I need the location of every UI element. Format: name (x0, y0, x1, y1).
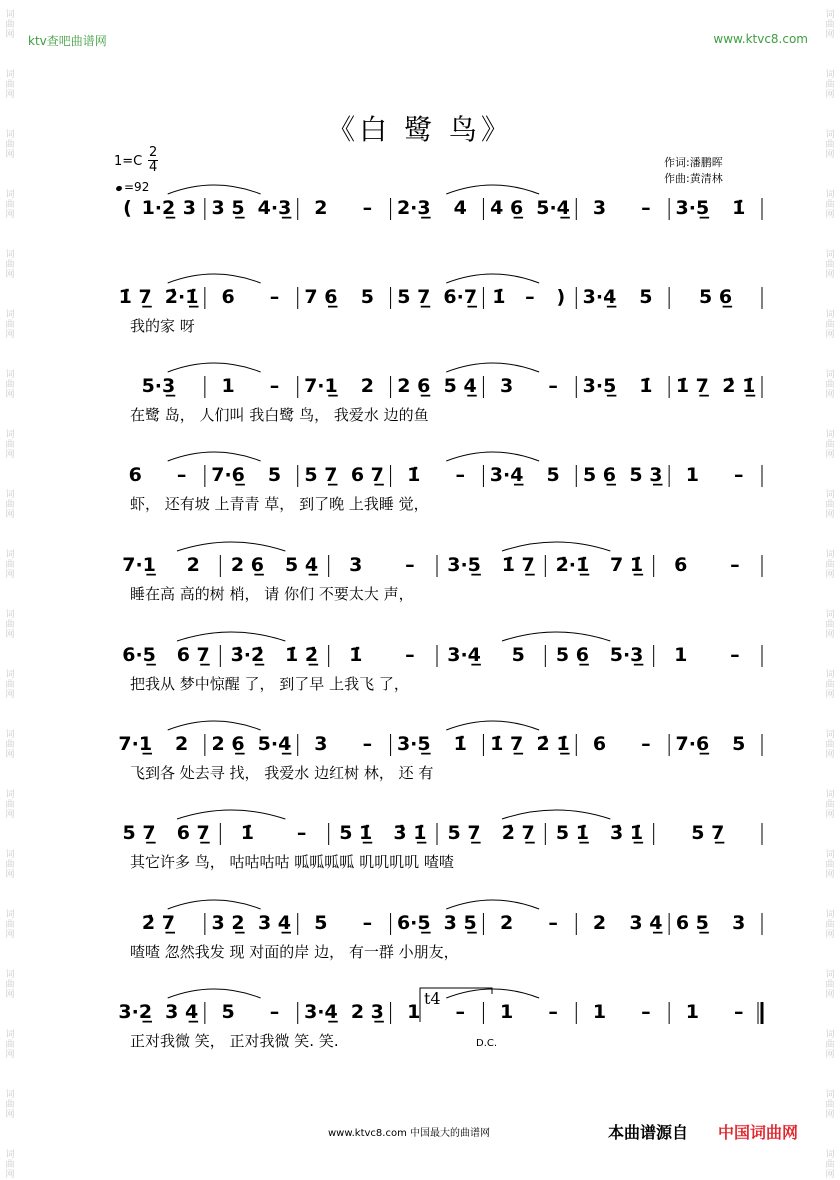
note-group: 5 3̲ (629, 464, 663, 486)
note-group: 6 7̲ (176, 644, 210, 666)
note-group: 2 (360, 375, 374, 397)
footer-site-line[interactable]: www.ktvc8.com 中国最大的曲谱网 (328, 1128, 491, 1139)
composer-credit: 作曲:黄清林 (664, 172, 723, 185)
note-group: 5 7̲ (447, 822, 481, 844)
note-group: 1·2̲ (141, 197, 176, 219)
lyric-line: 我的家 呀 (130, 317, 195, 335)
score-row-4 (129, 452, 762, 513)
note-group: 5 6̲ (699, 286, 733, 308)
note-group: 3 5̲ (211, 197, 245, 219)
note-group: – (362, 197, 373, 219)
note-group: – (455, 1001, 465, 1023)
note-group: 1 (221, 375, 235, 397)
tie-arc (168, 185, 261, 194)
note-group: 2·3̲ (396, 197, 431, 219)
note-group: 5 (221, 1001, 235, 1023)
note-group: – (730, 644, 740, 666)
note-group: 3̇·2̲̇ (230, 644, 265, 666)
note-group: 5 1̲̇ (555, 822, 589, 844)
note-group: 2 6̲ (230, 554, 264, 576)
note-group: 3 (592, 197, 607, 219)
note-group: 5 1̲̇ (339, 822, 373, 844)
note-group: – (525, 286, 535, 308)
note-group: 3·5̲ (675, 197, 710, 219)
side-watermark: 词曲网 (5, 70, 15, 100)
side-watermark: 词曲网 (825, 1150, 835, 1180)
note-group: 5 7̲ (397, 286, 431, 308)
note-group: 6·5̲ (122, 644, 156, 666)
side-watermark: 词曲网 (5, 910, 15, 940)
note-group: – (730, 554, 740, 576)
side-watermark: 词曲网 (5, 190, 15, 220)
lyric-line: 虾， 还有坡 上青青 草， 到了晚 上我睡 觉， (130, 495, 429, 513)
note-group: 2̇ 7̲ (141, 912, 175, 934)
note-group: 3·5̲ (396, 733, 431, 755)
note-group: 2̇·1̲̇ (164, 286, 199, 308)
lyric-line: 把我从 梦中惊醒 了， 到了早 上我飞 了， (130, 675, 409, 693)
note-group: 5 7̲ (122, 822, 156, 844)
note-group: 1̇ (732, 197, 746, 219)
note-group: 3·4̲ (447, 644, 481, 666)
note-group: 2 3̲ (350, 1001, 384, 1023)
note-group: 1̇ (453, 733, 467, 755)
note-group: ( (123, 197, 132, 219)
note-group: 3 (349, 554, 363, 576)
note-group: 1̇ 7̲ (490, 733, 524, 755)
note-group: 6 5̲ (675, 912, 709, 934)
footer-source-label: 本曲谱源自 (608, 1123, 689, 1142)
side-watermark: 词曲网 (825, 970, 835, 1000)
score-row-6 (122, 632, 762, 693)
tie-arc (446, 452, 539, 461)
note-group: 6 (592, 733, 607, 755)
note-group: 5 7̲ (691, 822, 725, 844)
side-watermark: 词曲网 (5, 10, 15, 40)
note-group: – (405, 644, 415, 666)
note-group: 5 (732, 733, 746, 755)
note-group: 3 2̲ (211, 912, 245, 934)
note-group: 5·3̲ (609, 644, 644, 666)
note-group: – (641, 1001, 651, 1023)
note-group: 2 (175, 733, 189, 755)
note-group: 1 (500, 1001, 514, 1023)
note-group: 4 (453, 197, 467, 219)
side-watermark: 词曲网 (825, 490, 835, 520)
note-group: 5 (360, 286, 374, 308)
note-group: 3·2̲ (118, 1001, 153, 1023)
score-row-7 (118, 721, 762, 782)
note-group: 7 6̲ (304, 286, 338, 308)
side-watermark: 词曲网 (825, 130, 835, 160)
note-group: 1̇ (349, 644, 363, 666)
note-group: – (269, 375, 280, 397)
note-group: 3̇ 1̲̇ (393, 822, 427, 844)
side-watermark: 词曲网 (825, 670, 835, 700)
side-watermark: 词曲网 (5, 430, 15, 460)
header-site-right[interactable]: www.ktvc8.com (713, 32, 808, 46)
side-watermark: 词曲网 (825, 550, 835, 580)
score-row-3 (130, 363, 762, 424)
side-watermark: 词曲网 (825, 190, 835, 220)
note-group: – (455, 464, 465, 486)
side-watermark: 词曲网 (825, 1030, 835, 1060)
lyric-line: 在鹭 岛， 人们叫 我白鹭 鸟， 我爱水 边的鱼 (130, 406, 429, 424)
note-group: 5·3̲ (141, 375, 176, 397)
note-group: 5 (546, 464, 560, 486)
note-group: 3 (314, 733, 328, 755)
lyric-line: 飞到各 处去寻 找， 我爱水 边红树 林， 还 有 (130, 764, 434, 782)
note-group: 1̇ 7̲ (501, 554, 535, 576)
note-group: 3·5̲ (582, 375, 617, 397)
note-group: 6 (674, 554, 688, 576)
tie-arc (446, 900, 539, 909)
lyric-line: 正对我微 笑， 正对我微 笑. 笑. (130, 1032, 339, 1050)
note-group: – (734, 1001, 744, 1023)
note-group: ) (556, 286, 566, 308)
tie-arc (502, 542, 610, 551)
lyric-line: 睡在高 高的树 梢， 请 你们 不要太大 声， (130, 585, 414, 603)
note-group: 6·7̲ (443, 286, 478, 308)
note-group: – (405, 554, 415, 576)
note-group: – (548, 1001, 558, 1023)
note-group: – (269, 286, 280, 308)
note-group: 7·1̲ (122, 554, 156, 576)
side-watermark: 词曲网 (5, 130, 15, 160)
note-group: 2 (186, 554, 200, 576)
note-group: 1 (685, 1001, 699, 1023)
note-group: – (269, 1001, 280, 1023)
tie-arc (177, 542, 285, 551)
note-group: 1̇ 7̲ (675, 375, 709, 397)
note-group: 3 (732, 912, 746, 934)
note-group: 2̇ 1̲̇ (536, 733, 570, 755)
note-group: 3 5̲ (443, 912, 477, 934)
note-group: 1̇ 2̲̇ (285, 644, 319, 666)
tie-arc (446, 989, 539, 998)
note-group: 6 7̲ (176, 822, 210, 844)
note-group: – (641, 733, 651, 755)
dc-marking: D.C. (476, 1038, 498, 1049)
note-group: 1 (685, 464, 699, 486)
side-watermark: 词曲网 (5, 310, 15, 340)
tie-arc (446, 363, 539, 372)
tie-arc (168, 721, 261, 730)
footer-source-site[interactable]: 中国词曲网 (718, 1123, 799, 1142)
note-group: 5 4̲ (285, 554, 319, 576)
key-signature: 1=C (114, 154, 143, 169)
tie-arc (446, 721, 539, 730)
note-group: – (296, 822, 307, 844)
note-group: 7 1̲̇ (610, 554, 644, 576)
note-group: 7·1̲ (304, 375, 338, 397)
note-group: – (548, 912, 558, 934)
side-watermark: 词曲网 (825, 790, 835, 820)
note-group: 2 (592, 912, 607, 934)
tie-arc (168, 452, 261, 461)
note-group: – (548, 375, 558, 397)
tie-arc (502, 632, 610, 641)
note-group: 2̇·1̲̇ (555, 554, 590, 576)
side-watermark: 词曲网 (825, 610, 835, 640)
note-group: 6 7̲ (350, 464, 384, 486)
score-row-9 (130, 900, 762, 961)
side-watermark: 词曲网 (825, 430, 835, 460)
volta-label: t4 (424, 989, 441, 1008)
tie-arc (168, 363, 261, 372)
note-group: 2̇ 1̲̇ (722, 375, 756, 397)
note-group: – (176, 464, 187, 486)
note-group: 5 4̲ (443, 375, 477, 397)
note-group: 1 (592, 1001, 607, 1023)
lyric-line: 喳喳 忽然我发 现 对面的岸 边， 有一群 小朋友， (130, 943, 459, 961)
note-group: 1 (407, 1001, 421, 1023)
note-group: 3 (182, 197, 196, 219)
note-group: 5 6̲ (555, 644, 589, 666)
note-group: 2 6̲ (397, 375, 431, 397)
note-group: 5·4̲ (257, 733, 292, 755)
score-row-8 (123, 810, 762, 871)
score-row-5 (122, 542, 762, 603)
note-group: 3·4̲ (582, 286, 617, 308)
side-watermark: 词曲网 (825, 850, 835, 880)
note-group: 5 7̲ (304, 464, 338, 486)
side-watermark: 词曲网 (5, 550, 15, 580)
note-group: 5 6̲ (582, 464, 617, 486)
side-watermark: 词曲网 (825, 370, 835, 400)
note-group: – (362, 912, 373, 934)
lyricist-credit: 作词:潘鹏晖 (664, 156, 723, 169)
note-group: 2 6̲ (211, 733, 245, 755)
side-watermark: 词曲网 (825, 310, 835, 340)
tie-arc (168, 274, 261, 283)
time-signature-top: 2 (149, 145, 158, 160)
header-site-left[interactable]: ktv查吧曲谱网 (28, 34, 107, 48)
side-watermark: 词曲网 (825, 1090, 835, 1120)
time-signature-bottom: 4 (149, 160, 158, 175)
lyric-line: 其它许多 鸟， 咕咕咕咕 呱呱呱呱 叽叽叽叽 喳喳 (130, 853, 454, 871)
side-watermark: 词曲网 (5, 970, 15, 1000)
side-watermark: 词曲网 (825, 250, 835, 280)
side-watermark: 词曲网 (5, 490, 15, 520)
note-group: 6·5̲ (396, 912, 431, 934)
note-group: 6 (221, 286, 235, 308)
side-watermark: 词曲网 (5, 790, 15, 820)
side-watermark: 词曲网 (5, 610, 15, 640)
side-watermark: 词曲网 (5, 850, 15, 880)
note-group: 5 (639, 286, 653, 308)
score-row-2 (119, 274, 762, 335)
side-watermark: 词曲网 (5, 1030, 15, 1060)
note-group: 7·6̲ (211, 464, 245, 486)
note-group: – (734, 464, 744, 486)
note-group: 3·5̲ (447, 554, 481, 576)
note-group: 5 (267, 464, 282, 486)
note-group: 2̇ 7̲ (501, 822, 535, 844)
note-group: 1̇ (492, 286, 506, 308)
side-watermark: 词曲网 (825, 10, 835, 40)
note-group: 1̇ 7̲ (118, 286, 152, 308)
note-group: 5 (314, 912, 328, 934)
tie-arc (168, 989, 261, 998)
note-group: 7·1̲ (118, 733, 153, 755)
side-watermark: 词曲网 (5, 670, 15, 700)
note-group: 1 (674, 644, 688, 666)
note-group: 2 (500, 912, 514, 934)
note-group: 7·6̲ (675, 733, 710, 755)
tempo-value: =92 (124, 180, 150, 194)
tie-arc (446, 274, 539, 283)
note-group: 4·3̲ (257, 197, 292, 219)
note-group: 1̇ (639, 375, 653, 397)
side-watermark: 词曲网 (825, 910, 835, 940)
note-group: 5 (511, 644, 525, 666)
note-group: 3·4̲ (304, 1001, 338, 1023)
song-title: 《白 鹭 鸟》 (327, 113, 513, 146)
note-group: 3 4̲ (629, 912, 663, 934)
note-group: 3 4̲ (165, 1001, 199, 1023)
tie-arc (446, 185, 539, 194)
side-watermark: 词曲网 (5, 370, 15, 400)
note-group: 1̇ (240, 822, 255, 844)
side-watermark: 词曲网 (5, 1090, 15, 1120)
side-watermark: 词曲网 (5, 1150, 15, 1180)
tie-arc (177, 632, 285, 641)
note-group: 6 (128, 464, 142, 486)
tie-arc (177, 810, 285, 819)
note-group: 3·4̲ (489, 464, 524, 486)
note-group: 3 (500, 375, 514, 397)
note-group: 2 (314, 197, 328, 219)
note-group: 5·4̲ (536, 197, 570, 219)
note-group: 4 6̲ (490, 197, 524, 219)
side-watermark: 词曲网 (825, 70, 835, 100)
note-group: 1̇ (407, 464, 421, 486)
note-group: 3 4̲ (257, 912, 292, 934)
note-group: – (641, 197, 651, 219)
tie-arc (168, 900, 261, 909)
side-watermark: 词曲网 (5, 250, 15, 280)
score-row-1 (123, 185, 762, 220)
side-watermark: 词曲网 (825, 730, 835, 760)
note-group: 3̇ 1̲̇ (610, 822, 644, 844)
tie-arc (502, 810, 610, 819)
side-watermark: 词曲网 (5, 730, 15, 760)
note-group: – (362, 733, 373, 755)
